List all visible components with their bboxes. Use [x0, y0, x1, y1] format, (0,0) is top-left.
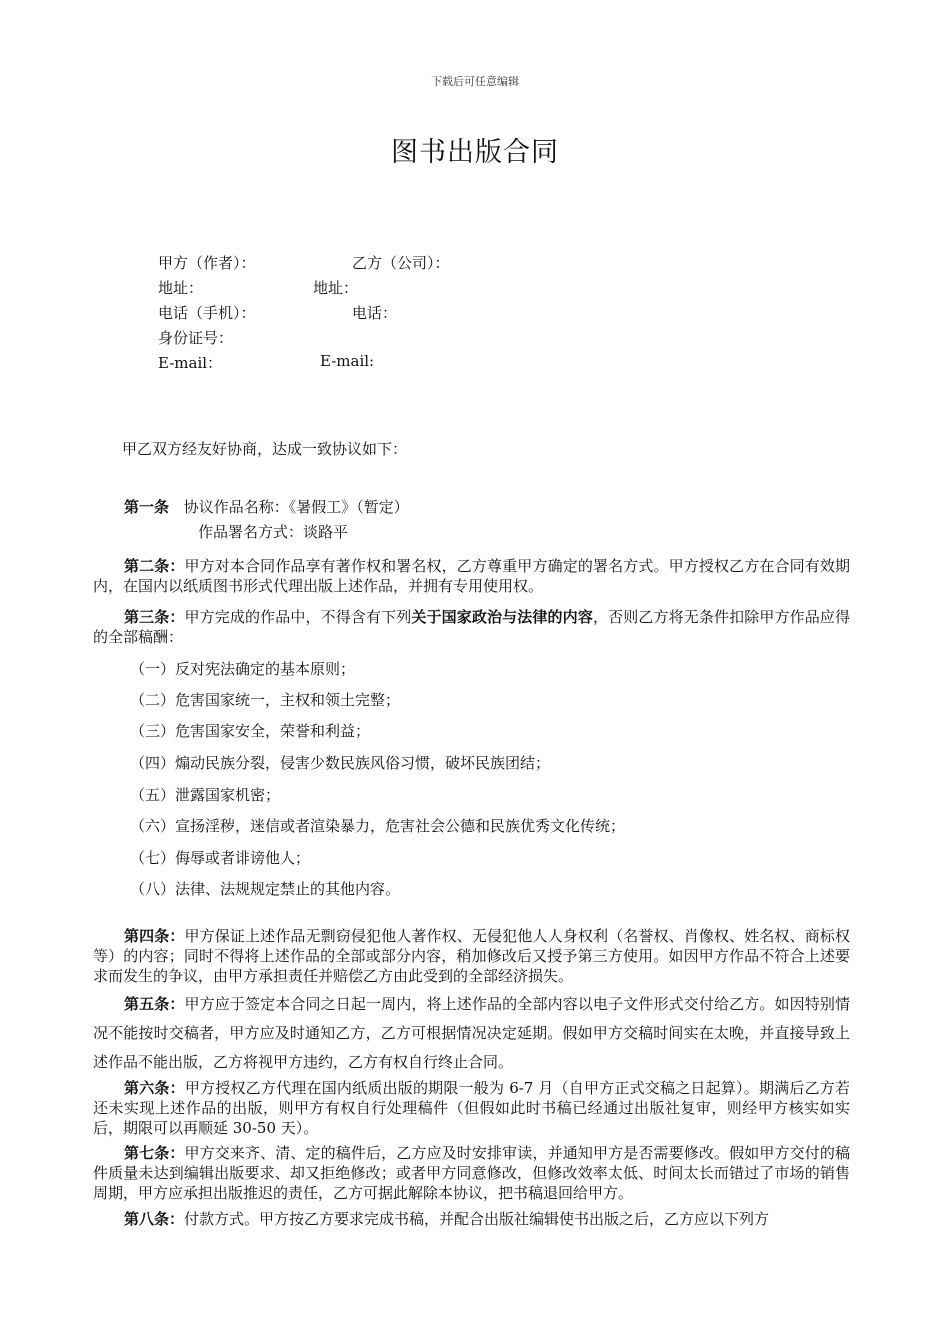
party-a-phone: 电话（手机）： [158, 304, 256, 322]
article-3-item: （一）反对宪法确定的基本原则； [130, 660, 356, 678]
article-5-text: 甲方应于签定本合同之日起一周内，将上述作品的全部内容以电子文件形式交付给乙方。如因特别情况不能按时交稿者，甲方应及时通知乙方，乙方可根据情况决定延期。假如甲方交稿时间实在太晚，并直接导致上述作品不能出版，乙方将视甲方违约，乙方有权自行终止合同。 [93, 995, 850, 1071]
party-b-phone: 电话： [352, 304, 398, 322]
article-2-label: 第二条： [124, 557, 185, 575]
article-1-work-name: 协议作品名称：《暑假工》（暂定） [183, 498, 409, 516]
intro-text: 甲乙双方经友好协商，达成一致协议如下： [122, 440, 408, 458]
article-6-text: 甲方授权乙方代理在国内纸质出版的期限一般为 6-7 月（自甲方正式交稿之日起算）。期满后乙方若还未实现上述作品的出版，则甲方有权自行处理稿件（但假如此时书稿已经通过出版社复审，则经甲方核实如实后，期限可以再顺延 30-50 天）。 [93, 1079, 850, 1137]
article-5-label: 第五条： [124, 995, 185, 1013]
party-a-address: 地址： [158, 279, 204, 297]
article-3-text-a: 甲方完成的作品中，不得含有下列 [184, 608, 412, 626]
article-3-item: （七）侮辱或者诽谤他人； [130, 849, 311, 867]
article-3-text-b: ，否则乙方将无条件扣除甲方作品应得的全部稿酬： [93, 608, 850, 646]
article-2 [93, 556, 850, 596]
article-1-label: 第一条 [124, 498, 170, 516]
article-3-label: 第三条： [124, 608, 185, 626]
article-6-label: 第六条： [124, 1079, 185, 1097]
article-8 [93, 1209, 850, 1229]
article-3-bold-text: 关于国家政治与法律的内容 [411, 608, 593, 626]
party-b-label: 乙方（公司）： [352, 254, 450, 272]
article-5 [93, 990, 850, 1077]
article-8-text: 付款方式。甲方按乙方要求完成书稿，并配合出版社编辑使书出版之后，乙方应以下列方 [184, 1210, 770, 1228]
header-note: 下载后可任意编辑 [431, 75, 519, 88]
article-3-item: （三）危害国家安全，荣誉和利益； [130, 722, 371, 740]
party-b-email: E-mail: [320, 352, 375, 370]
article-3-item: （六）宣扬淫秽，迷信或者渲染暴力，危害社会公德和民族优秀文化传统； [130, 817, 626, 835]
article-3-item: （五）泄露国家机密； [130, 786, 281, 804]
party-a-email: E-mail： [158, 354, 223, 372]
party-b-address: 地址： [313, 279, 359, 297]
article-6 [93, 1078, 850, 1138]
article-4-text: 甲方保证上述作品无剽窃侵犯他人著作权、无侵犯他人人身权利（名誉权、肖像权、姓名权、商标权等）的内容；同时不得将上述作品的全部或部分内容，稍加修改后又授予第三方使用。如因甲方作品不符合上述要求而发生的争议，由甲方承担责任并赔偿乙方由此受到的全部经济损失。 [93, 927, 850, 985]
document-title: 图书出版合同 [391, 137, 559, 168]
article-1-byline: 作品署名方式：谈路平 [198, 523, 349, 541]
party-a-id-number: 身份证号： [158, 329, 234, 347]
article-3-item: （四）煽动民族分裂，侵害少数民族风俗习惯，破坏民族团结； [130, 754, 551, 772]
article-7 [93, 1143, 850, 1203]
article-2-text: 甲方对本合同作品享有著作权和署名权，乙方尊重甲方确定的署名方式。甲方授权乙方在合同有效期内，在国内以纸质图书形式代理出版上述作品，并拥有专用使用权。 [93, 557, 850, 595]
party-a-label: 甲方（作者）： [158, 254, 256, 272]
article-3-item: （二）危害国家统一，主权和领土完整； [130, 691, 401, 709]
article-7-label: 第七条： [124, 1144, 185, 1162]
article-1 [124, 496, 409, 517]
article-8-label: 第八条： [124, 1210, 185, 1228]
article-3 [93, 607, 850, 647]
article-4 [93, 926, 850, 986]
article-7-text: 甲方交来齐、清、定的稿件后，乙方应及时安排审读，并通知甲方是否需要修改。假如甲方交付的稿件质量未达到编辑出版要求、却又拒绝修改；或者甲方同意修改，但修改效率太低、时间太长而错过了市场的销售周期，甲方应承担出版推迟的责任，乙方可据此解除本协议，把书稿退回给甲方。 [93, 1144, 850, 1202]
article-4-label: 第四条： [124, 927, 185, 945]
article-3-item: （八）法律、法规规定禁止的其他内容。 [130, 880, 401, 898]
